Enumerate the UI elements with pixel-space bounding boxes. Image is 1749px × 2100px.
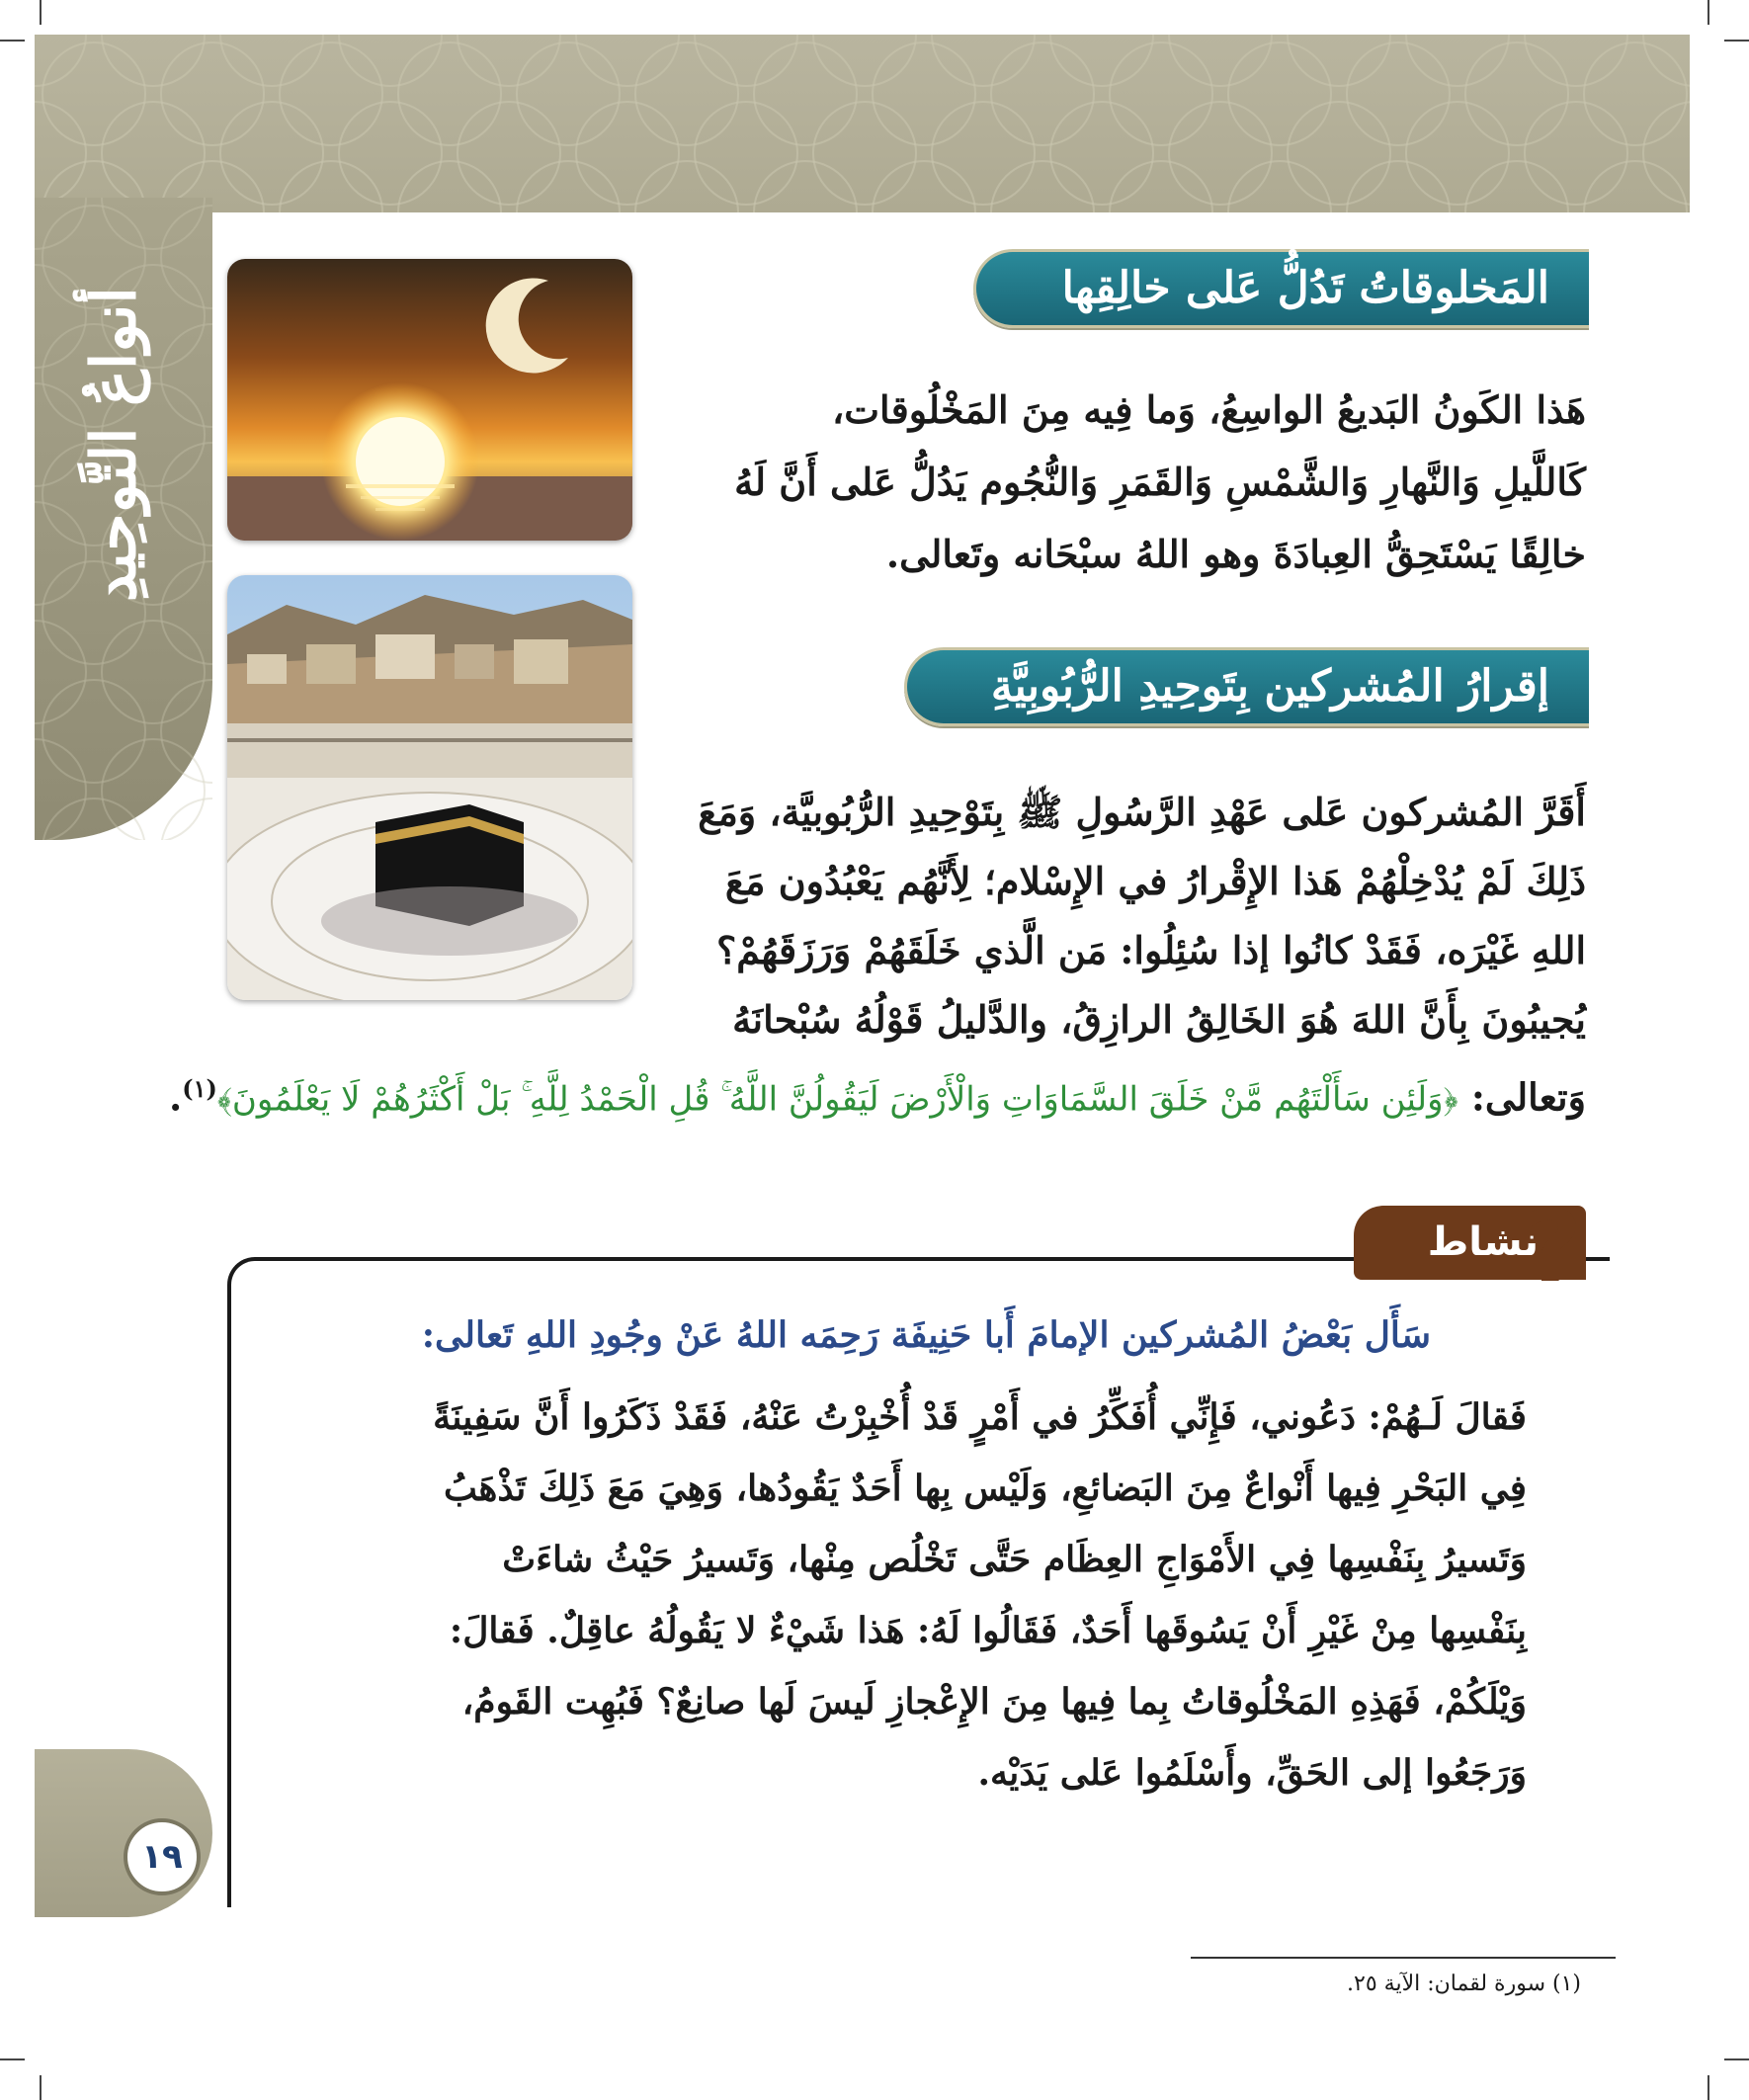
- section-2-paragraph: [169, 778, 1586, 1134]
- paragraph-line: أَقَرَّ المُشركون عَلى عَهْدِ الرَّسُولِ ﷺ بِتَوْحِيدِ الرُّبُوبيَّة، وَمَعَ: [698, 790, 1586, 834]
- footnote-divider: [1191, 1957, 1616, 1959]
- footnote: (١) سورة لقمان: الآية ٢٥.: [1347, 1972, 1581, 1996]
- activity-line: وَيْلَكُمْ، فَهَذِهِ المَخْلُوقاتُ بِما فِيها مِنَ الإِعْجازِ لَيسَ لَها صانِعٌ؟ فَبُهِت القَومُ،: [461, 1681, 1527, 1722]
- section-2-banner: [904, 647, 1589, 726]
- section-1-banner: [973, 249, 1589, 328]
- header-pattern: [35, 35, 1690, 212]
- activity-body: [361, 1382, 1527, 1808]
- activity-line: وَتَسيرُ بِنَفْسِها فِي الأَمْوَاجِ العِظَام حَتَّى تَخْلُص مِنْها، وَتَسيرُ حَيْثُ شاءَتْ: [502, 1539, 1527, 1580]
- crop-mark: [0, 40, 25, 42]
- activity-line: بِنَفْسِها مِنْ غَيْرِ أَنْ يَسُوقَها أَحَدٌ، فَقَالُوا لَهُ: هَذا شَيْءٌ لا يَقُولُهُ عاقِلٌ. فَقالَ:: [449, 1610, 1527, 1651]
- paragraph-line: يُجيبُونَ بِأَنَّ اللهَ هُوَ الخَالِقُ الرازِقُ، والدَّليلُ قَوْلُهُ سُبْحانَهُ: [732, 997, 1586, 1042]
- sunset-image: [227, 259, 632, 541]
- section-1-title: المَخلوقاتُ تَدُلُّ عَلى خالِقِها: [1061, 263, 1549, 313]
- crop-mark: [1724, 40, 1749, 42]
- crop-mark: [0, 2058, 25, 2060]
- paragraph-line: اللهِ غَيْرَه، فَقَدْ كانُوا إذا سُئِلُوا: مَن الَّذي خَلَقَهُمْ وَرَزَقَهُمْ؟: [716, 928, 1586, 972]
- paragraph-line: كَاللَّيلِ وَالنَّهارِ وَالشَّمْسِ وَالقَمَرِ وَالنُّجُوم يَدُلُّ عَلى أَنَّ لَهُ: [734, 460, 1586, 504]
- citation-suffix: .: [169, 1074, 183, 1120]
- question-mark-icon: ?: [1524, 1189, 1582, 1304]
- header-band: [35, 35, 1690, 212]
- citation-prefix: وَتعالى:: [1458, 1074, 1586, 1120]
- activity-heading: سَأَل بَعْضُ المُشركين الإمامَ أَبا حَنِيفَة رَحِمَه اللهُ عَنْ وجُودِ اللهِ تَعالى:: [421, 1314, 1431, 1356]
- quran-citation-line: [169, 1054, 1586, 1134]
- crop-mark: [1707, 0, 1709, 25]
- activity-line: وَرَجَعُوا إلى الحَقِّ، وأَسْلَمُوا عَلى يَدَيْه.: [977, 1752, 1527, 1794]
- crop-mark: [1724, 2058, 1749, 2060]
- crop-mark: [40, 2075, 42, 2100]
- paragraph-line: خالِقًا يَسْتَحِقُّ العِبادَةَ وهو اللهُ سبْحَانه وتَعالى.: [885, 532, 1586, 576]
- sunset-photo: [227, 259, 632, 541]
- section-1-paragraph: [736, 374, 1586, 590]
- activity-line: فِي البَحْرِ فِيها أَنْواعٌ مِنَ البَضائعِ، وَلَيْس بِها أَحَدٌ يَقُودُها، وَهِيَ مَعَ ذَلِكَ تَذْهَبُ: [443, 1468, 1527, 1509]
- crop-mark: [40, 0, 42, 25]
- activity-label: نشاط: [1427, 1219, 1539, 1265]
- activity-line: فَقالَ لَـهُمْ: دَعُوني، فَإِنِّي أُفَكِّرُ في أَمْرٍ قَدْ أُخْبِرْتُ عَنْهُ، فَقَدْ ذَكَرُوا أَنَّ سَفِينَةً: [433, 1396, 1527, 1438]
- paragraph-line: ذَلِكَ لَمْ يُدْخِلْهُمْ هَذا الإِقْرارُ في الإِسْلام؛ لِأَنَّهُم يَعْبُدُون مَعَ: [724, 859, 1586, 903]
- crop-mark: [1707, 2075, 1709, 2100]
- footnote-marker: (١): [182, 1074, 217, 1103]
- section-2-title: إقرارُ المُشركين بِتَوحِيدِ الرُّبُوبِيَّةِ: [990, 661, 1549, 712]
- activity-box-edge: [227, 1868, 231, 1907]
- page-number: ١٩: [124, 1818, 201, 1895]
- chapter-title: أنواعُ التَّوحِيدِ: [77, 287, 150, 603]
- quran-verse: ﴿وَلَئِن سَأَلْتَهُم مَّنْ خَلَقَ السَّمَاوَاتِ وَالْأَرْضَ لَيَقُولُنَّ اللَّهُ ۚ قُلِ الْحَمْدُ لِلَّهِ ۚ بَلْ أَكْثَرُهُمْ لَا يَعْلَمُونَ﴾: [216, 1079, 1458, 1120]
- paragraph-line: هَذا الكَونُ البَديعُ الواسِعُ، وَما فِيه مِنَ المَخْلُوقات،: [831, 387, 1586, 432]
